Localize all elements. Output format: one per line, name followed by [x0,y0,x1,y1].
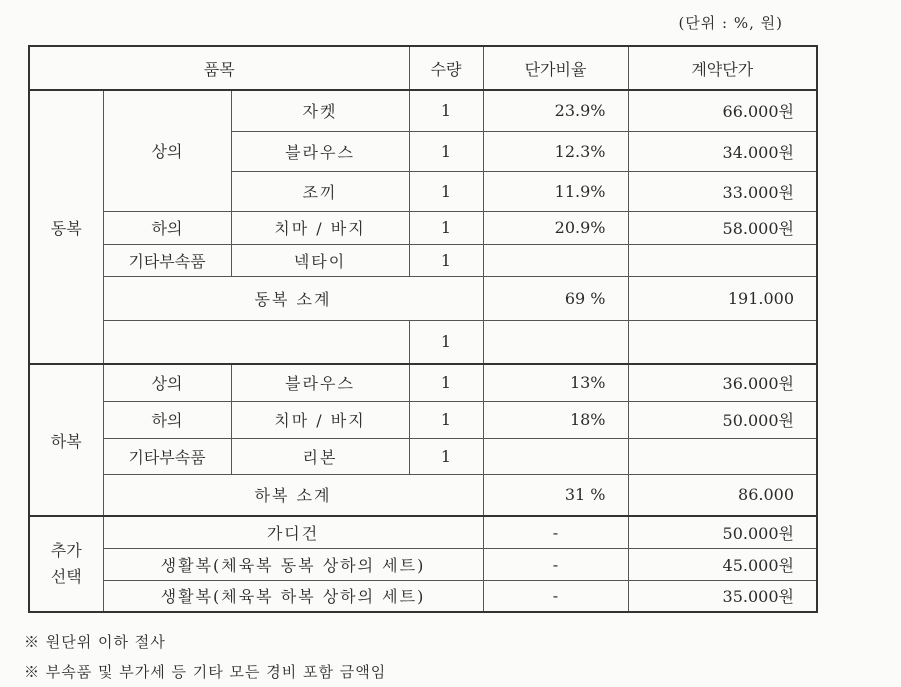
winter-subtotal-label: 동복 소계 [103,276,483,320]
summer-top-label: 상의 [103,364,231,401]
item-name: 넥타이 [231,244,409,276]
item-ratio: 23.9% [483,90,628,131]
winter-bottom-label: 하의 [103,211,231,244]
header-price: 계약단가 [628,46,817,90]
winter-subtotal-price: 191.000 [628,276,817,320]
header-item: 품목 [29,46,409,90]
empty-cell [628,320,817,364]
item-ratio: 18% [483,401,628,438]
footnotes [24,627,386,687]
extra-label-line1: 추가 [50,541,82,560]
item-price: 50.000원 [628,516,817,548]
item-price: 36.000원 [628,364,817,401]
item-price [628,244,817,276]
empty-cell [103,320,409,364]
summer-acc-label: 기타부속품 [103,438,231,474]
item-qty: 1 [409,320,483,364]
empty-cell [483,320,628,364]
table-row [29,516,817,548]
item-name: 블라우스 [231,364,409,401]
item-name: 치마 / 바지 [231,401,409,438]
winter-label: 동복 [29,90,103,364]
item-ratio: - [483,548,628,580]
item-qty: 1 [409,131,483,171]
unit-note: (단위 : %, 원) [678,14,783,32]
item-name: 치마 / 바지 [231,211,409,244]
table-row [29,244,817,276]
item-ratio [483,438,628,474]
header-ratio: 단가비율 [483,46,628,90]
table-row [29,548,817,580]
extra-label-line2: 선택 [50,567,82,586]
table-row [29,320,817,364]
item-qty: 1 [409,438,483,474]
item-name: 조끼 [231,171,409,211]
item-qty: 1 [409,211,483,244]
item-price: 58.000원 [628,211,817,244]
summer-subtotal-label: 하복 소계 [103,474,483,516]
summer-subtotal-ratio: 31 % [483,474,628,516]
table-row [29,364,817,401]
winter-top-label: 상의 [103,90,231,211]
item-ratio: 13% [483,364,628,401]
summer-label: 하복 [29,364,103,516]
item-price: 35.000원 [628,580,817,612]
item-name: 리본 [231,438,409,474]
item-ratio: 12.3% [483,131,628,171]
item-name: 블라우스 [231,131,409,171]
item-price: 34.000원 [628,131,817,171]
subtotal-row [29,276,817,320]
item-qty: 1 [409,171,483,211]
item-name: 생활복(체육복 동복 상하의 세트) [103,548,483,580]
item-price: 33.000원 [628,171,817,211]
footnote: ※ 부속품 및 부가세 등 기타 모든 경비 포함 금액임 [24,663,387,681]
item-price: 45.000원 [628,548,817,580]
table-row [29,211,817,244]
item-ratio: - [483,516,628,548]
table-row [29,90,817,131]
item-ratio: - [483,580,628,612]
item-name: 가디건 [103,516,483,548]
item-qty: 1 [409,364,483,401]
subtotal-row [29,474,817,516]
table-header-row [29,46,817,90]
extra-label [29,516,103,612]
footnote: ※ 원단위 이하 절사 [24,633,166,651]
winter-acc-label: 기타부속품 [103,244,231,276]
item-price [628,438,817,474]
winter-subtotal-ratio: 69 % [483,276,628,320]
item-price: 66.000원 [628,90,817,131]
item-qty: 1 [409,244,483,276]
price-table [28,45,818,613]
summer-subtotal-price: 86.000 [628,474,817,516]
item-ratio: 20.9% [483,211,628,244]
item-name: 생활복(체육복 하복 상하의 세트) [103,580,483,612]
header-qty: 수량 [409,46,483,90]
table-row [29,438,817,474]
item-ratio: 11.9% [483,171,628,211]
item-qty: 1 [409,401,483,438]
item-ratio [483,244,628,276]
summer-bottom-label: 하의 [103,401,231,438]
table-row [29,580,817,612]
item-price: 50.000원 [628,401,817,438]
item-qty: 1 [409,90,483,131]
item-name: 자켓 [231,90,409,131]
table-row [29,401,817,438]
